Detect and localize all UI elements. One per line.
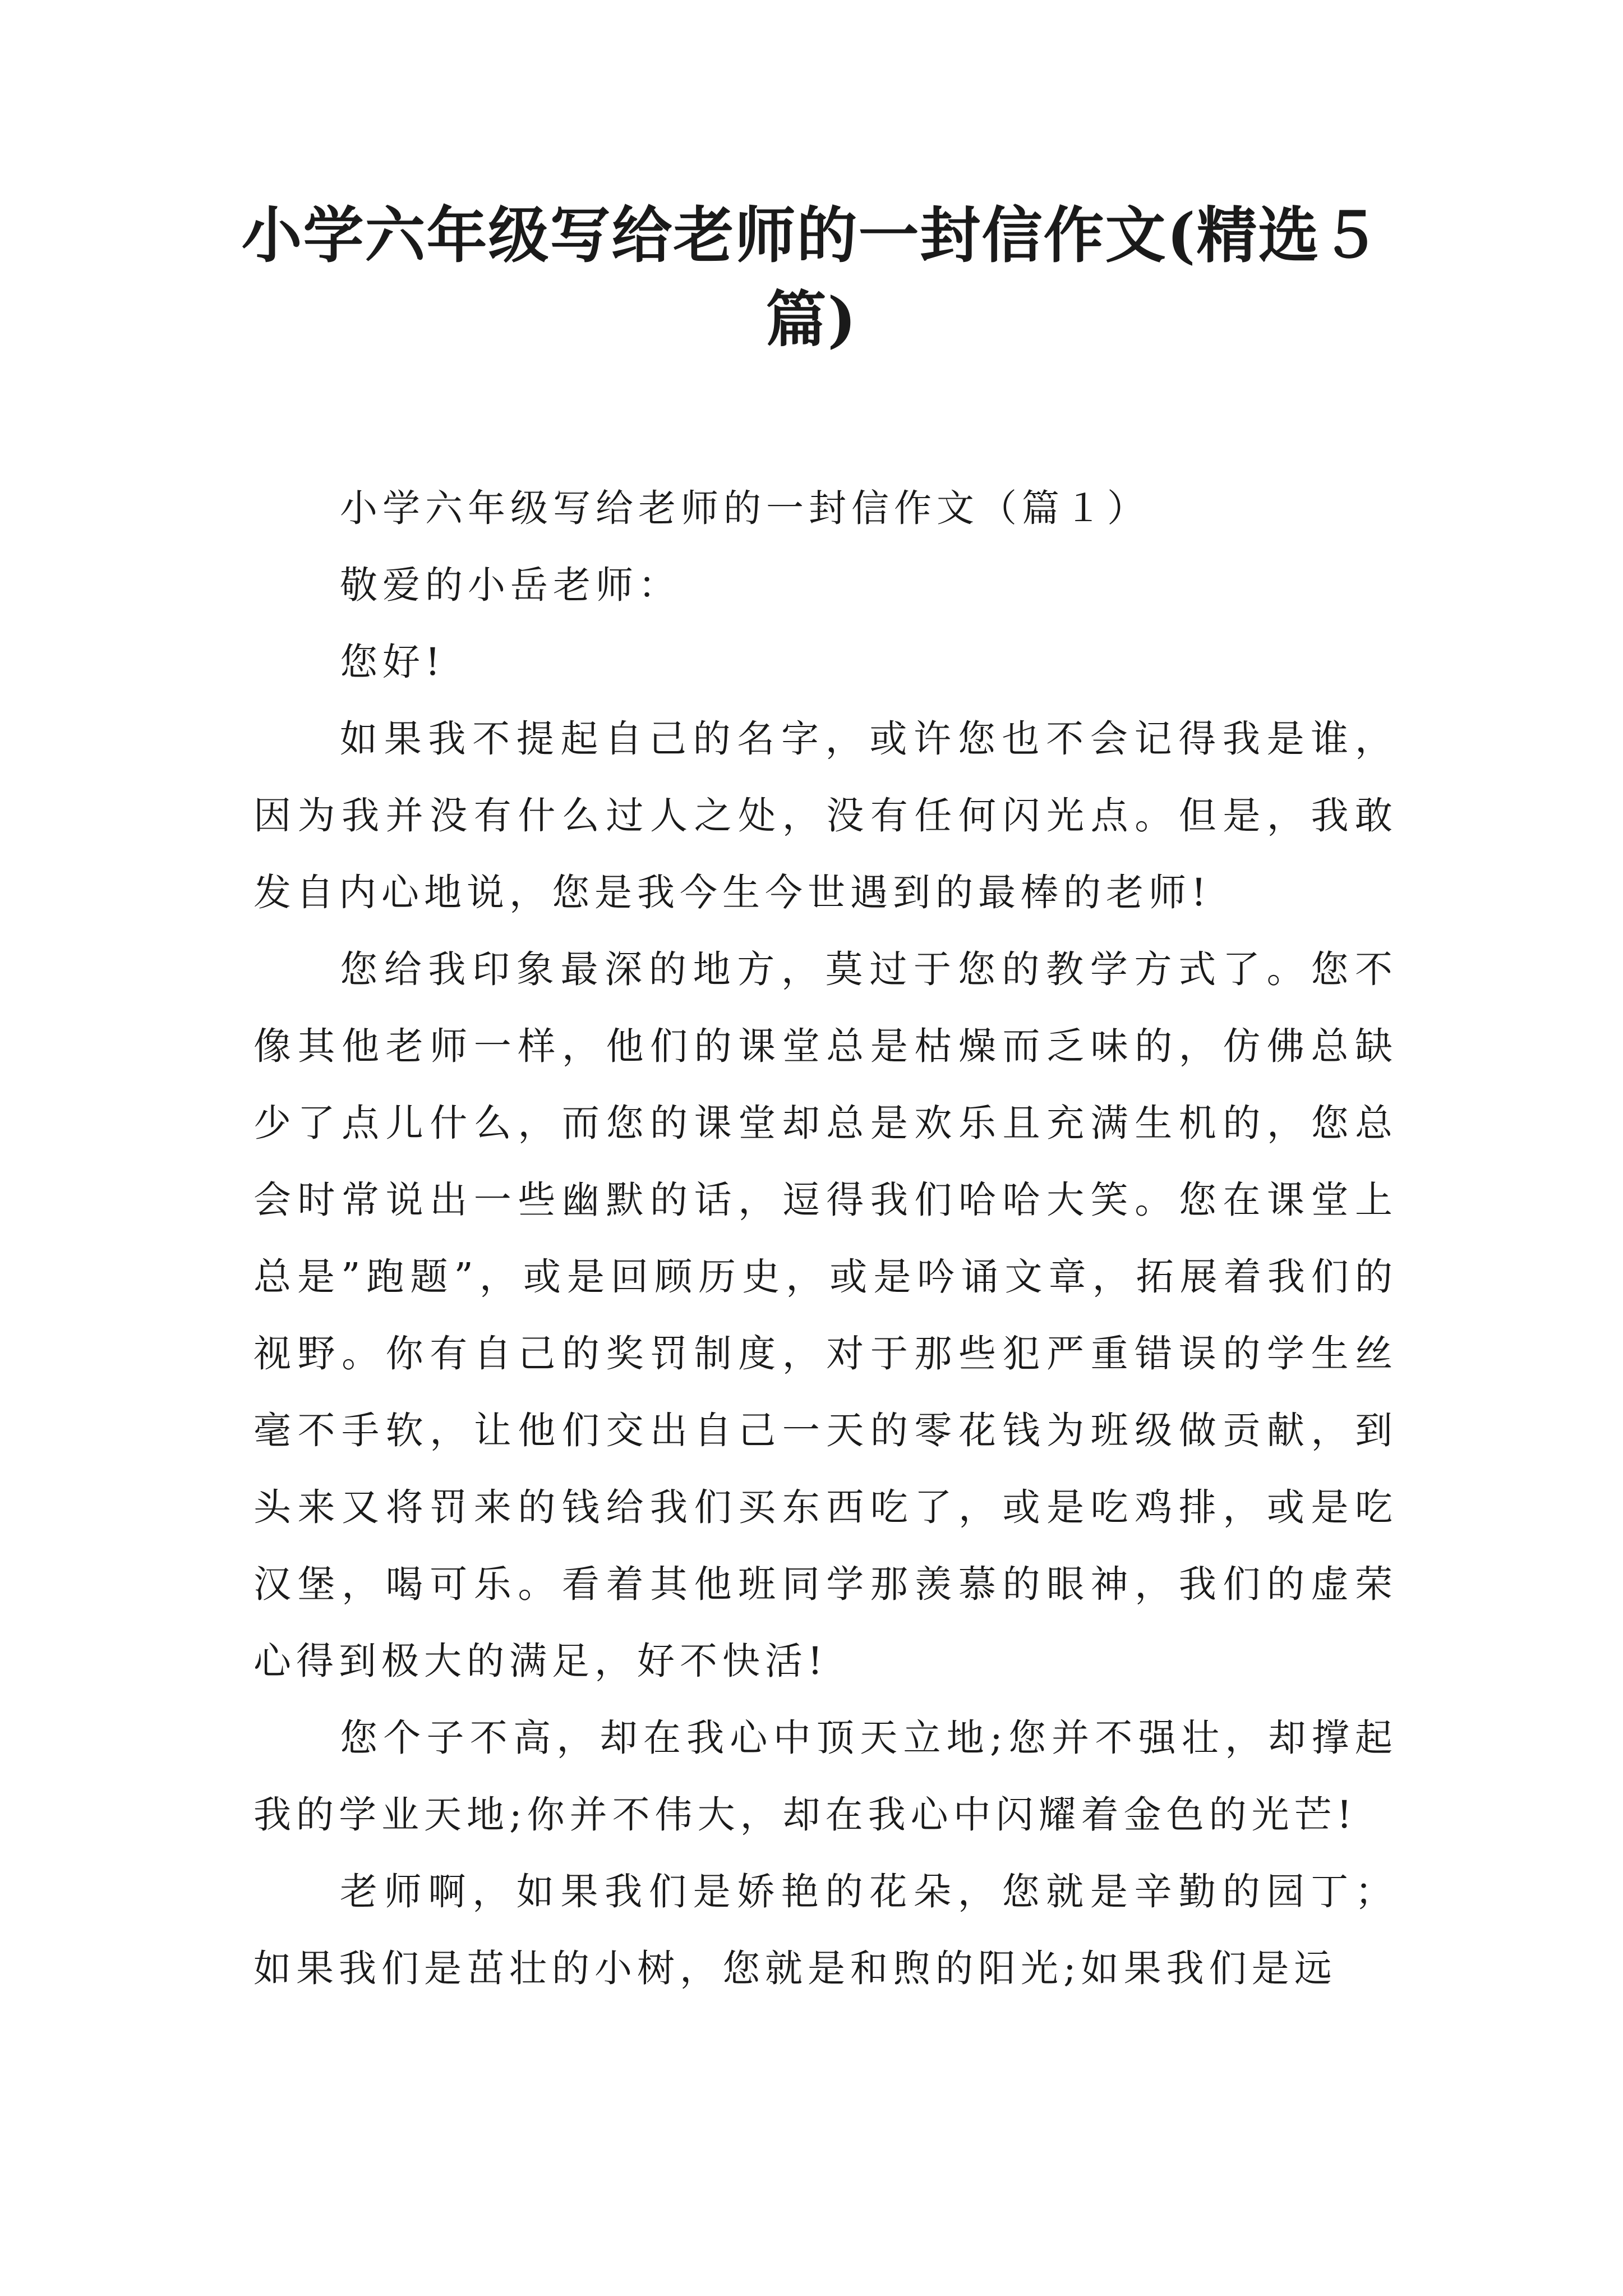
greeting: 您好! xyxy=(340,640,445,684)
salutation: 敬爱的小岳老师： xyxy=(340,563,681,607)
document-title: 小学六年级写给老师的一封信作文(精选５篇) xyxy=(241,200,1382,355)
section-heading: 小学六年级写给老师的一封信作文（篇１） xyxy=(340,486,1150,530)
body-paragraph: 老师啊，如果我们是娇艳的花朵，您就是辛勤的园丁；如果我们是茁壮的小树，您就是和煦的阳光;如果我们是远 xyxy=(253,1870,1398,1990)
document-body xyxy=(253,470,1398,2007)
body-paragraph: 您个子不高，却在我心中顶天立地;您并不强壮，却撑起我的学业天地;你并不伟大，却在我心中闪耀着金色的光芒! xyxy=(253,1716,1398,1837)
body-paragraph: 您给我印象最深的地方，莫过于您的教学方式了。您不像其他老师一样，他们的课堂总是枯燥而乏味的，仿佛总缺少了点儿什么，而您的课堂却总是欢乐且充满生机的，您总会时常说出一些幽默的话，逗得我们哈哈大笑。您在课堂上总是”跑题”，或是回顾历史，或是吟诵文章，拓展着我们的视野。你有自己的奖罚制度，对于那些犯严重错误的学生丝毫不手软，让他们交出自己一天的零花钱为班级做贡献，到头来又将罚来的钱给我们买东西吃了，或是吃鸡排，或是吃汉堡，喝可乐。看着其他班同学那羡慕的眼神，我们的虚荣心得到极大的满足，好不快活! xyxy=(253,947,1398,1683)
body-paragraph: 如果我不提起自己的名字，或许您也不会记得我是谁，因为我并没有什么过人之处，没有任何闪光点。但是，我敢发自内心地说，您是我今生今世遇到的最棒的老师! xyxy=(253,717,1398,914)
